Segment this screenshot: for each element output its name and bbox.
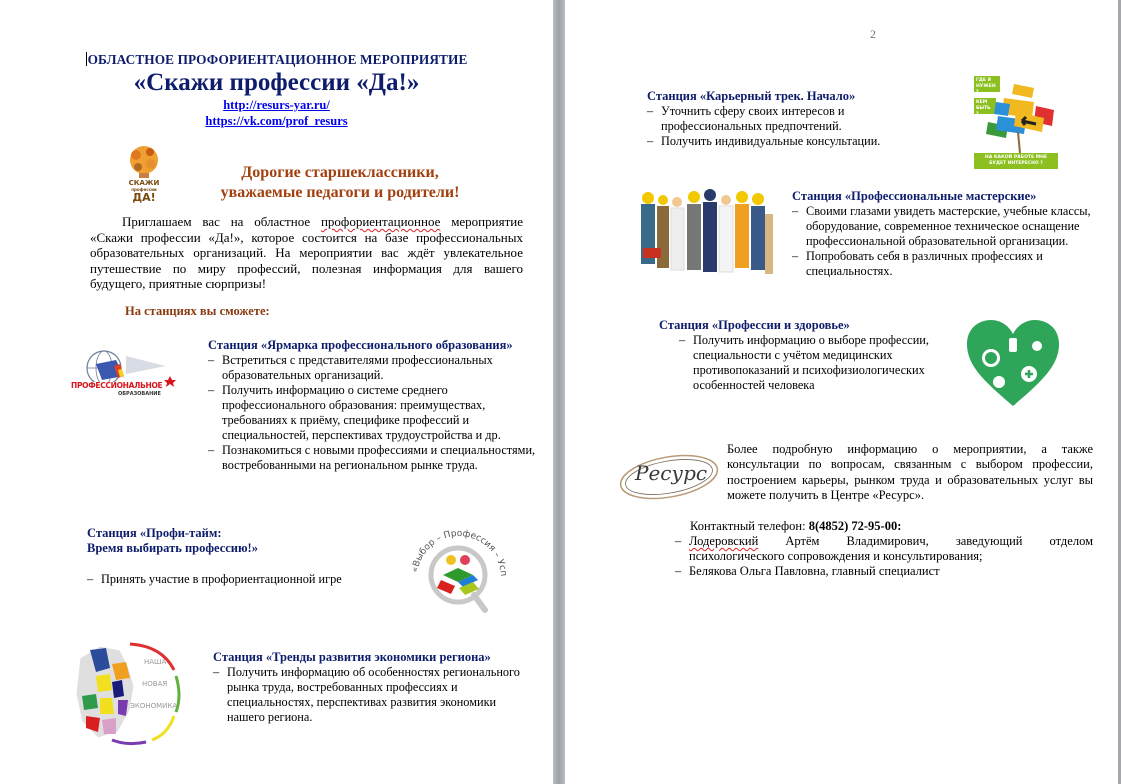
contact-person: – Лодеровский Артём Владимирович, заведующий отделом психологического сопровождения и консультирования; — [675, 534, 1093, 564]
regional-economy-map — [72, 636, 182, 746]
station-title-line2: Время выбирать профессию!» — [87, 541, 258, 555]
map-icon — [72, 636, 182, 746]
resource-info: Более подробную информацию о мероприятии, а также консультации по вопросам, связанным с выбором профессии, построением карьеры, рынком труда и образовательных услуг вы можете получить в Центре «Ресурс». — [727, 442, 1093, 502]
logo-line2: профессии — [131, 187, 157, 192]
organizer-line: ОБЛАСТНОЕ ПРОФОРИЕНТАЦИОННОЕ МЕРОПРИЯТИЕ — [87, 52, 468, 67]
station-title: Станция «Профессии и здоровье» — [659, 318, 850, 332]
map-label-3: ЭКОНОМИКА — [130, 702, 178, 710]
sign-label-3: НА КАКОЙ РАБОТЕ МНЕ БУДЕТ ИНТЕРЕСНО ? — [985, 155, 1047, 166]
spellcheck-word: профориентационное — [320, 214, 441, 229]
station-career-track — [647, 89, 947, 149]
career-signs-image — [974, 76, 1058, 169]
workers-photo — [635, 188, 790, 290]
resurs-logo-text: Ресурс — [635, 461, 708, 485]
contact-list — [675, 534, 1093, 579]
map-label-2: НОВАЯ — [142, 680, 168, 688]
header-block — [0, 52, 553, 129]
professional-education-logo — [66, 346, 182, 406]
list-item: – Получить информацию о системе среднего профессионального образования: преимуществах, требованиях к приёму, специфике профессий и специальностей, перспективах трудоустройства и др. — [208, 383, 538, 443]
list-item: – Попробовать себя в различных профессиях и специальностях. — [792, 249, 1092, 279]
logo-line3: ДА! — [132, 191, 156, 204]
website-link[interactable]: http://resurs-yar.ru/ — [223, 98, 330, 112]
sign-label-2: КЕМ БЫТЬ ? — [976, 100, 991, 117]
resurs-logo — [617, 447, 721, 507]
station-title: Станция «Профессиональные мастерские» — [792, 189, 1037, 203]
contact-phone: 8(4852) 72-95-00: — [808, 519, 902, 533]
station-items — [213, 665, 523, 725]
station-title-line1: Станция «Профи-тайм: — [87, 526, 222, 540]
greeting-line1: Дорогие старшеклассники, — [241, 164, 439, 181]
station-items — [679, 333, 959, 393]
contact-person: – Белякова Ольга Павловна, главный специалист — [675, 564, 1093, 579]
choice-profession-success-logo — [403, 520, 513, 615]
list-item: – Познакомиться с новыми профессиями и специальностями, востребованными на региональном рынке труда. — [208, 443, 538, 473]
edu-label: ОБРАЗОВАНИЕ — [118, 391, 161, 397]
workers-group-icon — [635, 188, 790, 290]
sign-label-1: ГДЕ Я НУЖЕН ? — [976, 78, 996, 95]
logo-line1: СКАЖИ — [128, 179, 160, 187]
document-page-1 — [0, 0, 553, 784]
station-health — [659, 318, 959, 393]
list-item: – Получить информацию об особенностях регионального рынка труда, востребованных профессиях и специальностях, перспективах развития экономики нашего региона. — [213, 665, 523, 725]
event-title: «Скажи профессии «Да!» — [133, 69, 420, 96]
station-workshops — [792, 189, 1092, 279]
greeting — [180, 163, 500, 203]
station-title: Станция «Тренды развития экономики региона» — [213, 650, 491, 664]
map-label-1: НАША — [144, 658, 167, 666]
magnifier-icon — [403, 520, 513, 615]
list-item: – Получить индивидуальные консультации. — [647, 134, 947, 149]
globe-icon — [66, 346, 182, 406]
logo-arc-text: «Выбор – Профессия – Усп — [410, 528, 509, 577]
vk-link[interactable]: https://vk.com/prof_resurs — [205, 114, 348, 128]
contact-label: Контактный телефон: — [690, 519, 809, 533]
station-fair — [208, 338, 538, 473]
list-item: – Принять участие в профориентационной игре — [87, 572, 347, 587]
station-items — [792, 204, 1092, 279]
station-economy-trends — [213, 650, 523, 725]
text-cursor — [86, 52, 87, 66]
contact-surname: Лодеровский — [689, 534, 759, 548]
greeting-line2: уважаемые педагоги и родители! — [220, 184, 460, 201]
station-items — [208, 353, 538, 473]
list-item: – Своими глазами увидеть мастерские, учебные классы, оборудование, современное техническое оснащение профессиональной образовательной организации. — [792, 204, 1092, 249]
list-item: – Получить информацию о выборе профессии, специальности с учётом медицинских противопоказаний и психофизиологических особенностей человека — [679, 333, 959, 393]
page-number: 2 — [870, 27, 876, 41]
pro-label: ПРОФЕССИОНАЛЬНОЕ — [71, 381, 163, 390]
station-items — [647, 104, 947, 149]
stations-heading: На станциях вы сможете: — [125, 304, 270, 318]
page-gap — [553, 0, 565, 784]
list-item: – Встретиться с представителями профессиональных образовательных организаций. — [208, 353, 538, 383]
intro-paragraph: Приглашаем вас на областное профориентационное мероприятие «Скажи профессии «Да!», которое состоится на базе профессиональных образовательных организаций. На мероприятии вас ждёт увлекательное путешествие по миру профессий, полезная информация для вашего будущего, приятные сюрпризы! — [90, 214, 523, 291]
station-title: Станция «Ярмарка профессионального образования» — [208, 338, 513, 352]
contact-phone-line — [690, 519, 901, 534]
event-logo — [121, 143, 167, 207]
station-items — [87, 572, 347, 587]
health-heart-image — [965, 318, 1061, 408]
document-page-2 — [565, 0, 1118, 784]
heart-icon — [965, 318, 1061, 408]
list-item: – Уточнить сферу своих интересов и профессиональных предпочтений. — [647, 104, 947, 134]
station-profi-time — [87, 526, 347, 587]
station-title: Станция «Карьерный трек. Начало» — [647, 89, 856, 103]
